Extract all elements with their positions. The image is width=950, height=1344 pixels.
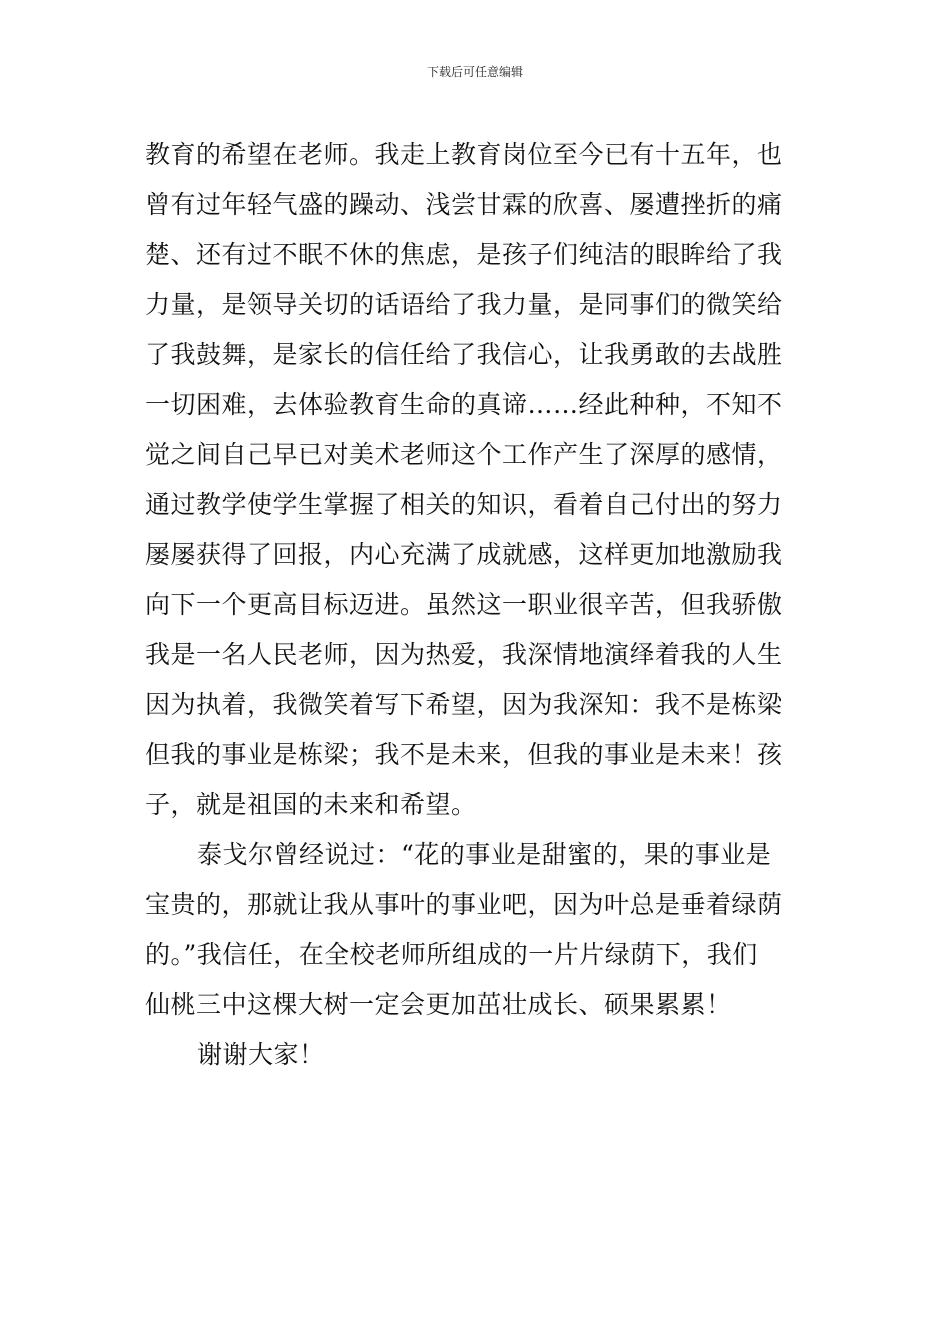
text-line: 教育的希望在老师。我走上教育岗位至今已有十五年，也 xyxy=(145,140,783,169)
text-line: 一切困难，去体验教育生命的真谛……经此种种，不知不 xyxy=(145,390,783,419)
text-line: 楚、还有过不眠不休的焦虑，是孩子们纯洁的眼眸给了我 xyxy=(145,240,783,269)
text-line: 泰戈尔曾经说过：“花的事业是甜蜜的，果的事业是 xyxy=(197,840,772,869)
text-line: 屡屡获得了回报，内心充满了成就感，这样更加地激励我 xyxy=(145,540,783,569)
text-line: 力量，是领导关切的话语给了我力量，是同事们的微笑给 xyxy=(145,290,783,319)
text-line: 谢谢大家！ xyxy=(197,1040,325,1069)
text-line: 我是一名人民老师，因为热爱，我深情地演绎着我的人生 xyxy=(145,640,783,669)
paragraph-3 xyxy=(145,1030,815,1080)
text-line: 曾有过年轻气盛的躁动、浅尝甘霖的欣喜、屡遭挫折的痛 xyxy=(145,190,783,219)
text-line: 通过教学使学生掌握了相关的知识，看着自己付出的努力 xyxy=(145,490,783,519)
text-line: 因为执着，我微笑着写下希望，因为我深知：我不是栋梁 xyxy=(145,690,783,719)
paragraph-1 xyxy=(145,130,815,830)
text-line: 向下一个更高目标迈进。虽然这一职业很辛苦，但我骄傲 xyxy=(145,590,783,619)
page-header: 下载后可任意编辑 xyxy=(426,65,523,79)
document-body xyxy=(145,130,815,1080)
text-line: 宝贵的，那就让我从事叶的事业吧，因为叶总是垂着绿荫 xyxy=(145,890,783,919)
text-line: 的。”我信任，在全校老师所组成的一片片绿荫下，我们 xyxy=(145,940,758,969)
text-line: 但我的事业是栋梁；我不是未来，但我的事业是未来！孩 xyxy=(145,740,783,769)
text-line: 了我鼓舞，是家长的信任给了我信心，让我勇敢的去战胜 xyxy=(145,340,783,369)
text-line: 觉之间自己早已对美术老师这个工作产生了深厚的感情， xyxy=(145,440,783,469)
text-line: 仙桃三中这棵大树一定会更加茁壮成长、硕果累累！ xyxy=(145,990,732,1019)
text-line: 子，就是祖国的未来和希望。 xyxy=(145,790,477,819)
paragraph-2 xyxy=(145,830,815,1030)
